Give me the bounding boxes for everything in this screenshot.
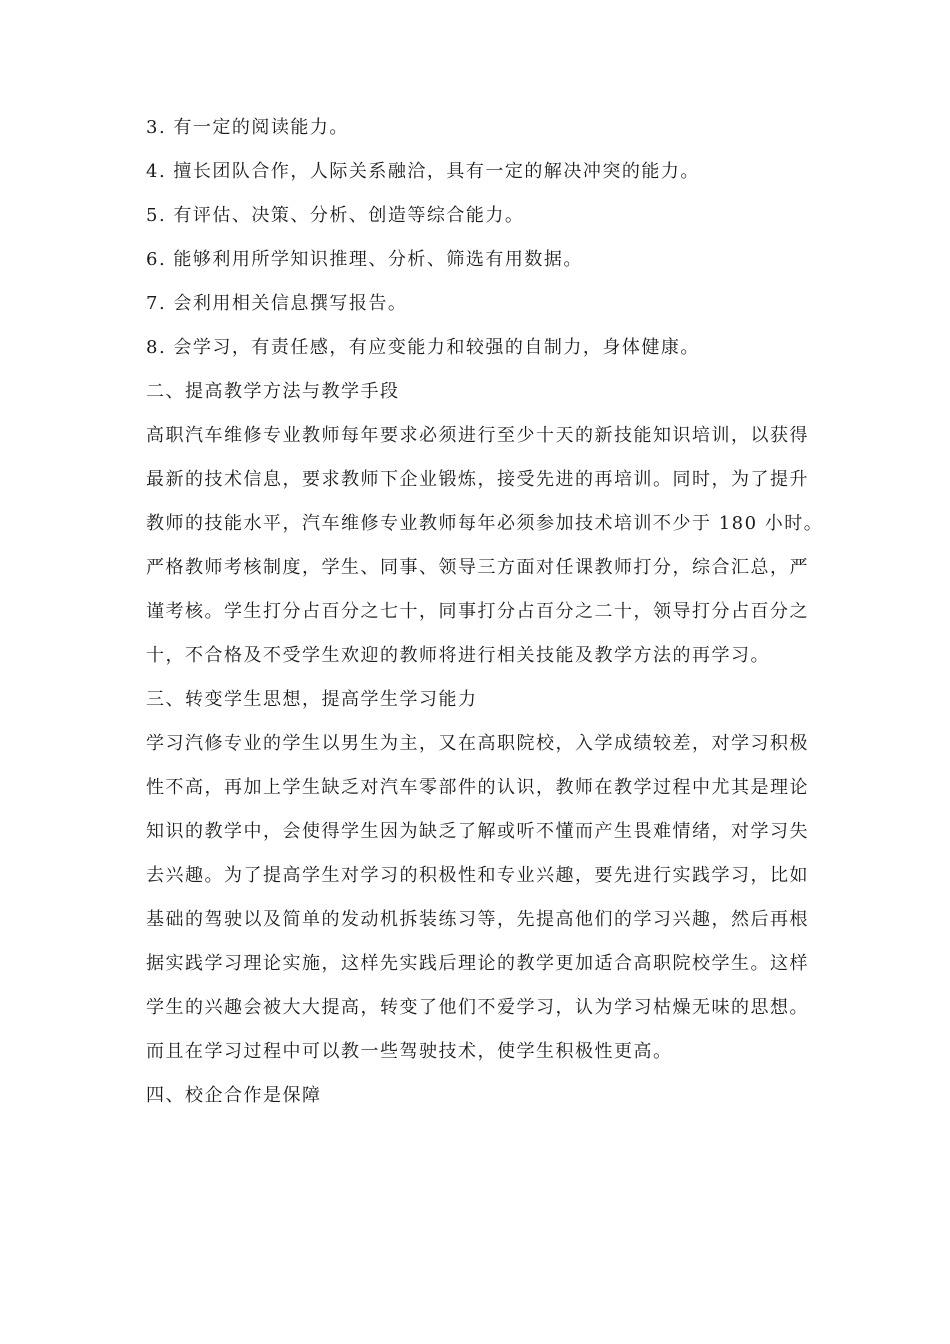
paragraph-line: 性不高，再加上学生缺乏对汽车零部件的认识，教师在教学过程中尤其是理论	[146, 777, 809, 798]
paragraph-line: 知识的教学中，会使得学生因为缺乏了解或听不懂而产生畏难情绪，对学习失	[146, 821, 809, 842]
paragraph-line: 学生的兴趣会被大大提高，转变了他们不爱学习，认为学习枯燥无味的思想。	[146, 997, 809, 1018]
paragraph-line: 教师的技能水平，汽车维修专业教师每年必须参加技术培训不少于 180 小时。	[146, 513, 824, 534]
list-item-7: 7. 会利用相关信息撰写报告。	[146, 293, 408, 314]
paragraph-line: 谨考核。学生打分占百分之七十，同事打分占百分之二十，领导打分占百分之	[146, 601, 809, 622]
section-heading-2: 二、提高教学方法与教学手段	[146, 381, 400, 402]
paragraph-line: 最新的技术信息，要求教师下企业锻炼，接受先进的再培训。同时，为了提升	[146, 469, 809, 490]
paragraph-line: 高职汽车维修专业教师每年要求必须进行至少十天的新技能知识培训，以获得	[146, 425, 809, 446]
section-heading-3: 三、转变学生思想，提高学生学习能力	[146, 689, 478, 710]
list-item-3: 3. 有一定的阅读能力。	[146, 117, 349, 138]
paragraph-line: 去兴趣。为了提高学生对学习的积极性和专业兴趣，要先进行实践学习，比如	[146, 865, 809, 886]
paragraph-line: 十，不合格及不受学生欢迎的教师将进行相关技能及教学方法的再学习。	[146, 645, 770, 666]
list-item-5: 5. 有评估、决策、分析、创造等综合能力。	[146, 205, 525, 226]
list-item-8: 8. 会学习，有责任感，有应变能力和较强的自制力，身体健康。	[146, 337, 700, 358]
section-heading-4: 四、校企合作是保障	[146, 1085, 322, 1106]
list-item-4: 4. 擅长团队合作，人际关系融洽，具有一定的解决冲突的能力。	[146, 161, 700, 182]
paragraph-line: 基础的驾驶以及简单的发动机拆装练习等，先提高他们的学习兴趣，然后再根	[146, 909, 809, 930]
paragraph-line: 严格教师考核制度，学生、同事、领导三方面对任课教师打分，综合汇总，严	[146, 557, 809, 578]
paragraph-line: 学习汽修专业的学生以男生为主，又在高职院校，入学成绩较差，对学习积极	[146, 733, 809, 754]
paragraph-line: 据实践学习理论实施，这样先实践后理论的教学更加适合高职院校学生。这样	[146, 953, 809, 974]
paragraph-line: 而且在学习过程中可以教一些驾驶技术，使学生积极性更高。	[146, 1041, 673, 1062]
list-item-6: 6. 能够利用所学知识推理、分析、筛选有用数据。	[146, 249, 583, 270]
